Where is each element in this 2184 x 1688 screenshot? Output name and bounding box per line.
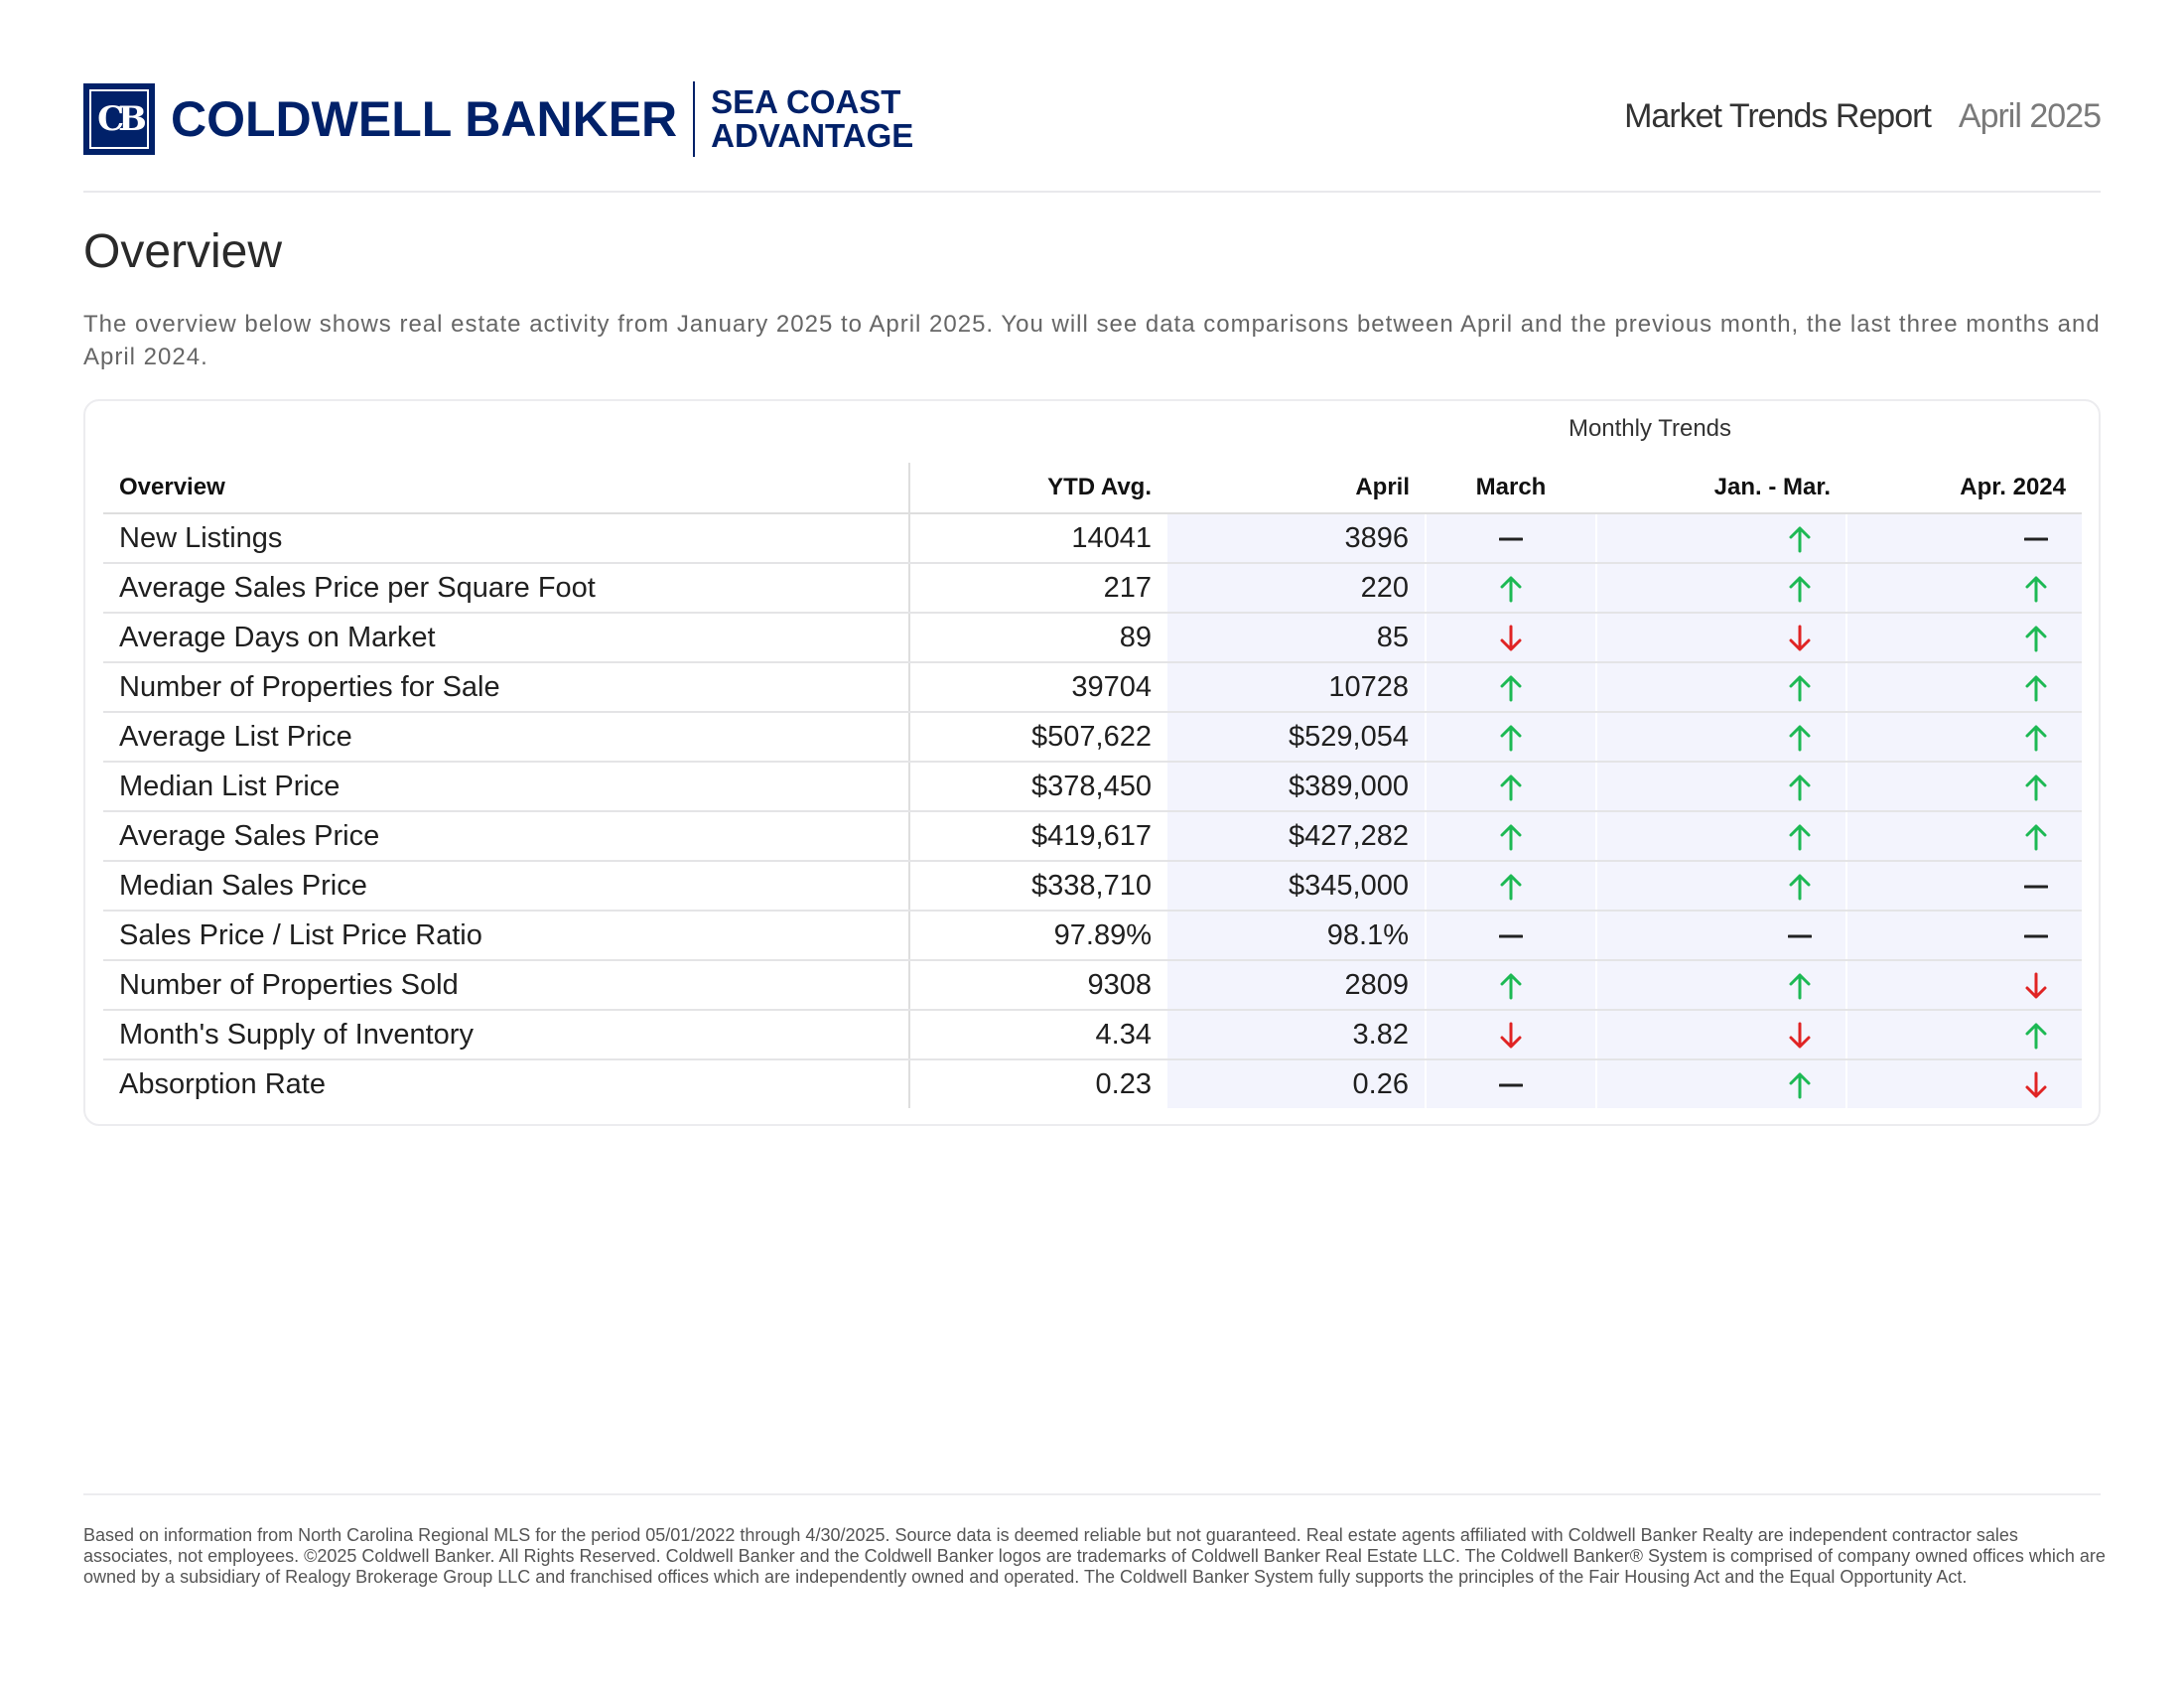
footer-divider — [83, 1493, 2101, 1495]
arrow-up-icon — [1499, 574, 1523, 604]
arrow-up-icon — [1499, 773, 1523, 802]
arrow-up-icon — [1499, 723, 1523, 753]
logo-wordmark: COLDWELL BANKER — [171, 91, 678, 147]
trend-cell — [1596, 911, 1846, 960]
ytd-avg-value: 39704 — [909, 662, 1167, 712]
footer-disclaimer: Based on information from North Carolina Regional MLS for the period 05/01/2022 through 4/30/2025. Source data is deemed reliable but not guaranteed. Real estate agents affiliated with Coldwell Banker Realty are independent contractor sales associates, not employees. ©2025 Coldwell Banker. All Rights Reserved. Coldwell Banker and the Coldwell Banker logos are trademarks of Coldwell Banker Real Estate LLC. The Coldwell Banker® System is comprised of company owned offices which are owned by a subsidiary of Realogy Brokerage Group LLC and franchised offices which are independently owned and operated. The Coldwell Banker System fully supports the principles of the Fair Housing Act and the Equal Opportunity Act. — [83, 1525, 2106, 1587]
arrow-up-icon — [1788, 1070, 1812, 1100]
table-header-row — [103, 463, 2082, 513]
arrow-up-icon — [1788, 773, 1812, 802]
metric-label: Median List Price — [103, 762, 909, 811]
april-value: 2809 — [1167, 960, 1426, 1010]
trend-cell — [1596, 563, 1846, 613]
ytd-avg-value: $419,617 — [909, 811, 1167, 861]
monthly-trends-header: Monthly Trends — [1568, 415, 1732, 442]
trend-cell — [1596, 712, 1846, 762]
cb-monogram-icon: CB — [83, 83, 155, 155]
dash-icon — [2024, 524, 2048, 554]
arrow-up-icon — [2024, 723, 2048, 753]
metric-label: Average Days on Market — [103, 613, 909, 662]
report-date: April 2025 — [1958, 97, 2101, 135]
trend-cell — [1426, 861, 1596, 911]
arrow-up-icon — [1499, 971, 1523, 1001]
trend-cell — [1426, 613, 1596, 662]
table-row — [103, 613, 2082, 662]
table-row — [103, 1059, 2082, 1108]
col-jan-mar: Jan. - Mar. — [1596, 463, 1846, 513]
arrow-up-icon — [2024, 822, 2048, 852]
ytd-avg-value: 89 — [909, 613, 1167, 662]
table-row — [103, 563, 2082, 613]
april-value: 98.1% — [1167, 911, 1426, 960]
trend-cell — [1596, 662, 1846, 712]
ytd-avg-value: 217 — [909, 563, 1167, 613]
section-title: Overview — [83, 225, 283, 278]
overview-table — [103, 463, 2082, 1108]
trend-cell — [1426, 563, 1596, 613]
table-row — [103, 811, 2082, 861]
logo-divider — [693, 81, 695, 157]
april-value: 3896 — [1167, 513, 1426, 563]
section-description: The overview below shows real estate activity from January 2025 to April 2025. You will see data comparisons between April and the previous month, the last three months and April 2024. — [83, 311, 2101, 370]
trend-cell — [1846, 861, 2082, 911]
arrow-up-icon — [2024, 773, 2048, 802]
arrow-up-icon — [1788, 872, 1812, 902]
ytd-avg-value: 9308 — [909, 960, 1167, 1010]
table-row — [103, 712, 2082, 762]
dash-icon — [1499, 921, 1523, 951]
trend-cell — [1846, 563, 2082, 613]
trend-cell — [1846, 1059, 2082, 1108]
trend-cell — [1596, 960, 1846, 1010]
april-value: 0.26 — [1167, 1059, 1426, 1108]
col-overview: Overview — [103, 463, 909, 513]
metric-label: Average List Price — [103, 712, 909, 762]
metric-label: Number of Properties Sold — [103, 960, 909, 1010]
april-value: 85 — [1167, 613, 1426, 662]
ytd-avg-value: $378,450 — [909, 762, 1167, 811]
april-value: $345,000 — [1167, 861, 1426, 911]
dash-icon — [1788, 921, 1812, 951]
ytd-avg-value: $507,622 — [909, 712, 1167, 762]
trend-cell — [1596, 1010, 1846, 1059]
arrow-up-icon — [1788, 971, 1812, 1001]
page-header — [83, 81, 2101, 193]
april-value: 3.82 — [1167, 1010, 1426, 1059]
table-row — [103, 1010, 2082, 1059]
arrow-down-icon — [1499, 624, 1523, 653]
trend-cell — [1846, 811, 2082, 861]
metric-label: Median Sales Price — [103, 861, 909, 911]
arrow-up-icon — [1499, 872, 1523, 902]
arrow-up-icon — [1788, 574, 1812, 604]
arrow-down-icon — [1499, 1021, 1523, 1051]
trend-cell — [1426, 811, 1596, 861]
trend-cell — [1426, 1010, 1596, 1059]
trend-cell — [1846, 712, 2082, 762]
trend-cell — [1426, 911, 1596, 960]
ytd-avg-value: 97.89% — [909, 911, 1167, 960]
trend-cell — [1846, 662, 2082, 712]
coldwell-banker-logo — [83, 81, 913, 157]
trend-cell — [1846, 960, 2082, 1010]
metric-label: New Listings — [103, 513, 909, 563]
dash-icon — [1499, 524, 1523, 554]
trend-cell — [1846, 513, 2082, 563]
metric-label: Absorption Rate — [103, 1059, 909, 1108]
arrow-up-icon — [1499, 673, 1523, 703]
trend-cell — [1596, 613, 1846, 662]
trend-cell — [1426, 1059, 1596, 1108]
trend-cell — [1426, 762, 1596, 811]
metric-label: Sales Price / List Price Ratio — [103, 911, 909, 960]
trend-cell — [1846, 613, 2082, 662]
trend-cell — [1426, 662, 1596, 712]
trend-cell — [1846, 762, 2082, 811]
table-row — [103, 861, 2082, 911]
table-row — [103, 662, 2082, 712]
report-title — [1624, 97, 2101, 136]
trend-cell — [1596, 811, 1846, 861]
dash-icon — [2024, 921, 2048, 951]
april-value: $389,000 — [1167, 762, 1426, 811]
trend-cell — [1596, 1059, 1846, 1108]
arrow-up-icon — [2024, 1021, 2048, 1051]
arrow-up-icon — [1788, 673, 1812, 703]
metric-label: Number of Properties for Sale — [103, 662, 909, 712]
metric-label: Month's Supply of Inventory — [103, 1010, 909, 1059]
trend-cell — [1426, 712, 1596, 762]
arrow-down-icon — [1788, 1021, 1812, 1051]
arrow-down-icon — [1788, 624, 1812, 653]
metric-label: Average Sales Price per Square Foot — [103, 563, 909, 613]
dash-icon — [1499, 1070, 1523, 1100]
table-row — [103, 960, 2082, 1010]
april-value: 10728 — [1167, 662, 1426, 712]
report-name: Market Trends Report — [1624, 97, 1931, 135]
arrow-up-icon — [2024, 574, 2048, 604]
trend-cell — [1596, 762, 1846, 811]
april-value: $427,282 — [1167, 811, 1426, 861]
logo-office-name: SEA COAST ADVANTAGE — [711, 83, 914, 154]
arrow-up-icon — [1499, 822, 1523, 852]
trend-cell — [1426, 960, 1596, 1010]
trend-cell — [1596, 513, 1846, 563]
col-ytd-avg: YTD Avg. — [909, 463, 1167, 513]
trend-cell — [1846, 1010, 2082, 1059]
metric-label: Average Sales Price — [103, 811, 909, 861]
arrow-up-icon — [1788, 723, 1812, 753]
trend-cell — [1596, 861, 1846, 911]
arrow-down-icon — [2024, 1070, 2048, 1100]
april-value: $529,054 — [1167, 712, 1426, 762]
arrow-up-icon — [2024, 673, 2048, 703]
april-value: 220 — [1167, 563, 1426, 613]
col-april: April — [1167, 463, 1426, 513]
table-row — [103, 762, 2082, 811]
table-row — [103, 513, 2082, 563]
ytd-avg-value: 0.23 — [1095, 1067, 1152, 1100]
ytd-avg-value: 14041 — [909, 513, 1167, 563]
trend-cell — [1846, 911, 2082, 960]
table-row — [103, 911, 2082, 960]
ytd-avg-value: $338,710 — [909, 861, 1167, 911]
trend-cell — [1426, 513, 1596, 563]
dash-icon — [2024, 872, 2048, 902]
col-apr-2024: Apr. 2024 — [1846, 463, 2082, 513]
ytd-avg-value: 4.34 — [909, 1010, 1167, 1059]
arrow-up-icon — [1788, 524, 1812, 554]
table-body — [103, 513, 2082, 1108]
arrow-down-icon — [2024, 971, 2048, 1001]
arrow-up-icon — [1788, 822, 1812, 852]
arrow-up-icon — [2024, 624, 2048, 653]
col-march: March — [1426, 463, 1596, 513]
